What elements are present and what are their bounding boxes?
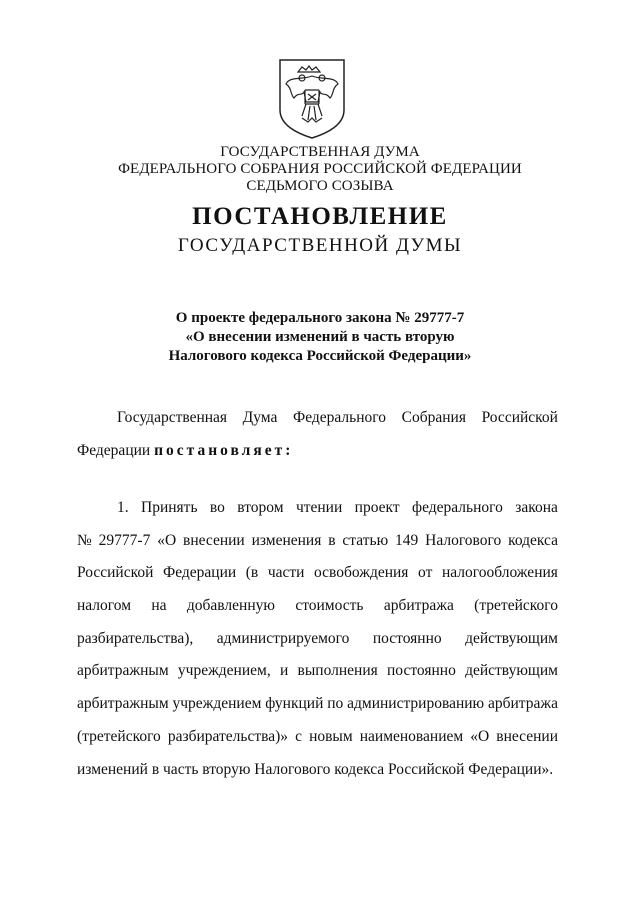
subject-line-1: О проекте федерального закона № 29777-7 — [175, 310, 465, 326]
item-1-line-4: налогом на добавленную стоимость арбитража (третейского — [77, 597, 558, 615]
preamble-prefix: Федерации — [77, 441, 155, 459]
preamble-line-1: Государственная Дума Федерального Собрания Российской — [117, 409, 558, 426]
item-1-line-6: арбитражным учреждением, и выполнения постоянно действующим — [77, 662, 558, 680]
item-1-line-9: изменений в часть вторую Налогового кодекса Российской Федерации». — [77, 760, 554, 778]
item-1-paragraph — [77, 492, 558, 786]
org-name-line-2: ФЕДЕРАЛЬНОГО СОБРАНИЯ РОССИЙСКОЙ ФЕДЕРАЦИИ — [118, 161, 522, 177]
resolves-word: постановляет: — [154, 441, 294, 459]
subject-line-3: Налогового кодекса Российской Федерации» — [168, 348, 472, 364]
item-1-line-7: арбитражным учреждением функций по администрированию арбитража — [77, 695, 558, 713]
item-1-line-1: 1. Принять во втором чтении проект федерального закона — [117, 499, 558, 516]
document-subject — [0, 309, 640, 366]
item-1-line-2: № 29777-7 «О внесении изменения в статью 149 Налогового кодекса — [77, 531, 558, 549]
document-title-line-2: ГОСУДАРСТВЕННОЙ ДУМЫ — [177, 235, 463, 256]
convocation-line: СЕДЬМОГО СОЗЫВА — [246, 178, 394, 194]
item-1-line-5: разбирательства), администрируемого постоянно действующим — [77, 629, 558, 647]
preamble-line-2 — [77, 435, 558, 468]
coat-of-arms-icon — [276, 58, 348, 140]
document-title: ПОСТАНОВЛЕНИЕ — [192, 203, 448, 230]
item-1-line-8: (третейского разбирательства)» с новым наименованием «О внесении — [77, 727, 558, 745]
subject-line-2: «О внесении изменений в часть вторую — [185, 329, 455, 345]
preamble-paragraph — [77, 402, 558, 467]
org-name-line-1: ГОСУДАРСТВЕННАЯ ДУМА — [220, 144, 420, 160]
item-1-line-3: Российской Федерации (в части освобождения от налогообложения — [77, 564, 558, 582]
